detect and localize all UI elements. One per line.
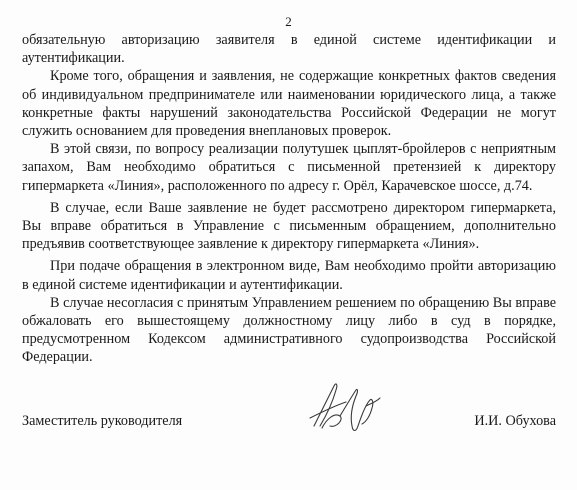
paragraph-appeal-to-administration: В случае, если Ваше заявление не будет рассмотрено директором гипермаркета, Вы вправе обратиться в Управление с письменным обращением, дополнительно предъявив соответствующее заявление к директору гипермаркета «Линия». (22, 199, 556, 253)
paragraph-continuation: обязательную авторизацию заявителя в единой системе идентификации и аутентификации. (22, 32, 556, 67)
page-number: 2 (285, 14, 292, 29)
paragraph-claim-to-director: В этой связи, по вопросу реализации полутушек цыплят-бройлеров с неприятным запахом, Вам необходимо обратиться с письменной претензией к директору гипермаркета «Линия», расположенного по адресу г. Орёл, Карачевское шоссе, д.74. (22, 141, 556, 194)
letter-body (22, 31, 556, 367)
signer-name: И.И. Обухова (474, 413, 556, 429)
signer-title: Заместитель руководителя (22, 413, 183, 429)
paragraph-inspection-grounds: Кроме того, обращения и заявления, не содержащие конкретных фактов сведения об индивидуальном предпринимателе или наименовании юридического лица, а также конкретные факты нарушений законодательства Российской Федерации не могут служить основанием для проведения внеплановых проверок. (22, 68, 556, 140)
signature-block (22, 412, 556, 432)
paragraph-disagreement-appeal: В случае несогласия с принятым Управлением решением по обращению Вы вправе обжаловать его вышестоящему должностному лицу либо в суд в порядке, предусмотренном Кодексом административного судопроизводства Российской Федерации. (22, 294, 556, 366)
paragraph-electronic-submission: При подаче обращения в электронном виде, Вам необходимо пройти авторизацию в единой системе идентификации и аутентификации. (22, 258, 556, 293)
